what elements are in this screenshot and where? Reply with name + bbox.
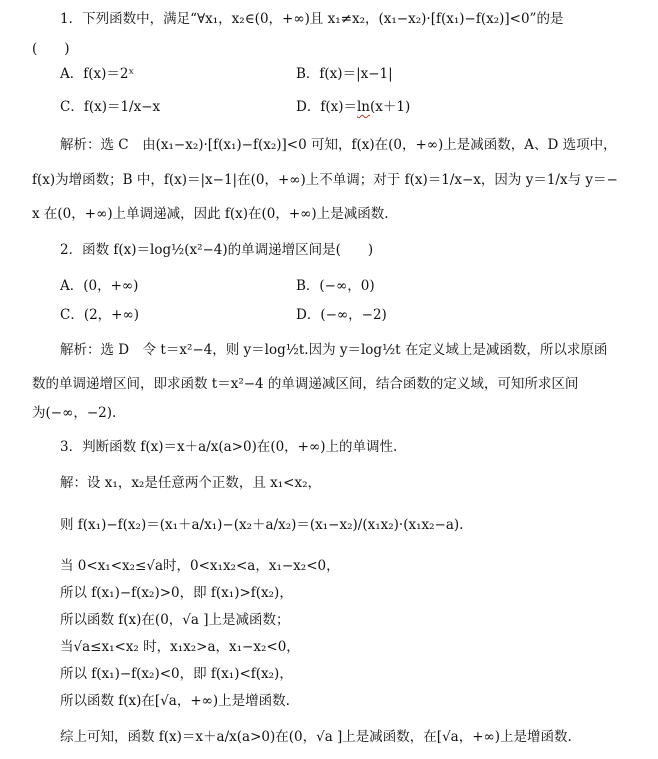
q1-solution-line2: f(x)为增函数；B 中，f(x)＝|x−1|在(0，+∞)上不单调；对于 f(x)＝1/x−x，因为 y＝1/x与 y＝−: [32, 172, 618, 188]
q3-line5: 所以函数 f(x)在(0，√a ]上是减函数；: [60, 612, 290, 628]
q1-option-d-suffix: (x＋1): [369, 99, 411, 115]
q2-option-b: B．(−∞，0): [296, 278, 375, 294]
q1-option-b: B．f(x)＝|x−1|: [296, 66, 393, 82]
q2-option-a: A．(0，+∞): [60, 278, 139, 294]
q1-solution-line3: x 在(0，+∞)上单调递减，因此 f(x)在(0，+∞)上是减函数.: [32, 206, 389, 222]
q3-line3: 当 0<x₁<x₂≤√a时，0<x₁x₂<a，x₁−x₂<0，: [60, 558, 340, 574]
q3-line9: 综上可知，函数 f(x)＝x＋a/x(a>0)在(0，√a ]上是减函数，在[√a，+∞)上是增函数.: [60, 729, 572, 745]
q1-solution-line1: 解析：选 C 由(x₁−x₂)·[f(x₁)−f(x₂)]<0 可知，f(x)在(0，+∞)上是减函数，A、D 选项中，: [60, 137, 617, 153]
q2-solution-line2: 数的单调递增区间，即求函数 t＝x²−4 的单调递减区间，结合函数的定义域，可知所求区间: [32, 376, 579, 392]
q2-option-d: D．(−∞，−2): [296, 307, 387, 323]
q1-option-d-ln: ln: [356, 99, 370, 115]
q3-line6: 当√a≤x₁<x₂ 时，x₁x₂>a，x₁−x₂<0，: [60, 639, 300, 655]
q1-option-d-prefix: D．f(x)＝: [296, 99, 357, 115]
q3-line8: 所以函数 f(x)在[√a，+∞)上是增函数.: [60, 693, 290, 709]
q3-line4: 所以 f(x₁)−f(x₂)>0，即 f(x₁)>f(x₂)，: [60, 585, 293, 601]
q1-option-c: C．f(x)＝1/x−x: [60, 99, 161, 115]
q1-option-d: [296, 98, 410, 116]
q1-stem-line2: ( ): [32, 41, 70, 57]
q3-line1: 解：设 x₁，x₂是任意两个正数，且 x₁<x₂，: [60, 475, 321, 491]
q3-stem: 3．判断函数 f(x)＝x＋a/x(a>0)在(0，+∞)上的单调性.: [60, 439, 398, 455]
q2-option-c: C．(2，+∞): [60, 307, 140, 323]
q3-line7: 所以 f(x₁)−f(x₂)<0，即 f(x₁)<f(x₂)，: [60, 666, 293, 682]
q3-line2: 则 f(x₁)−f(x₂)＝(x₁＋a/x₁)−(x₂＋a/x₂)＝(x₁−x₂)/(x₁x₂)·(x₁x₂−a).: [60, 517, 464, 533]
q1-option-a: A．f(x)＝2ˣ: [60, 66, 135, 82]
q1-stem-line1: 1．下列函数中，满足“∀x₁，x₂∈(0，+∞)且 x₁≠x₂，(x₁−x₂)·[f(x₁)−f(x₂)]<0”的是: [60, 11, 564, 27]
q2-stem: 2．函数 f(x)＝log½(x²−4)的单调递增区间是( ): [60, 242, 374, 258]
q2-solution-line3: 为(−∞，−2).: [32, 405, 117, 421]
q2-solution-line1: 解析：选 D 令 t＝x²−4，则 y＝log½t.因为 y＝log½t 在定义域上是减函数，所以求原函: [60, 342, 608, 358]
